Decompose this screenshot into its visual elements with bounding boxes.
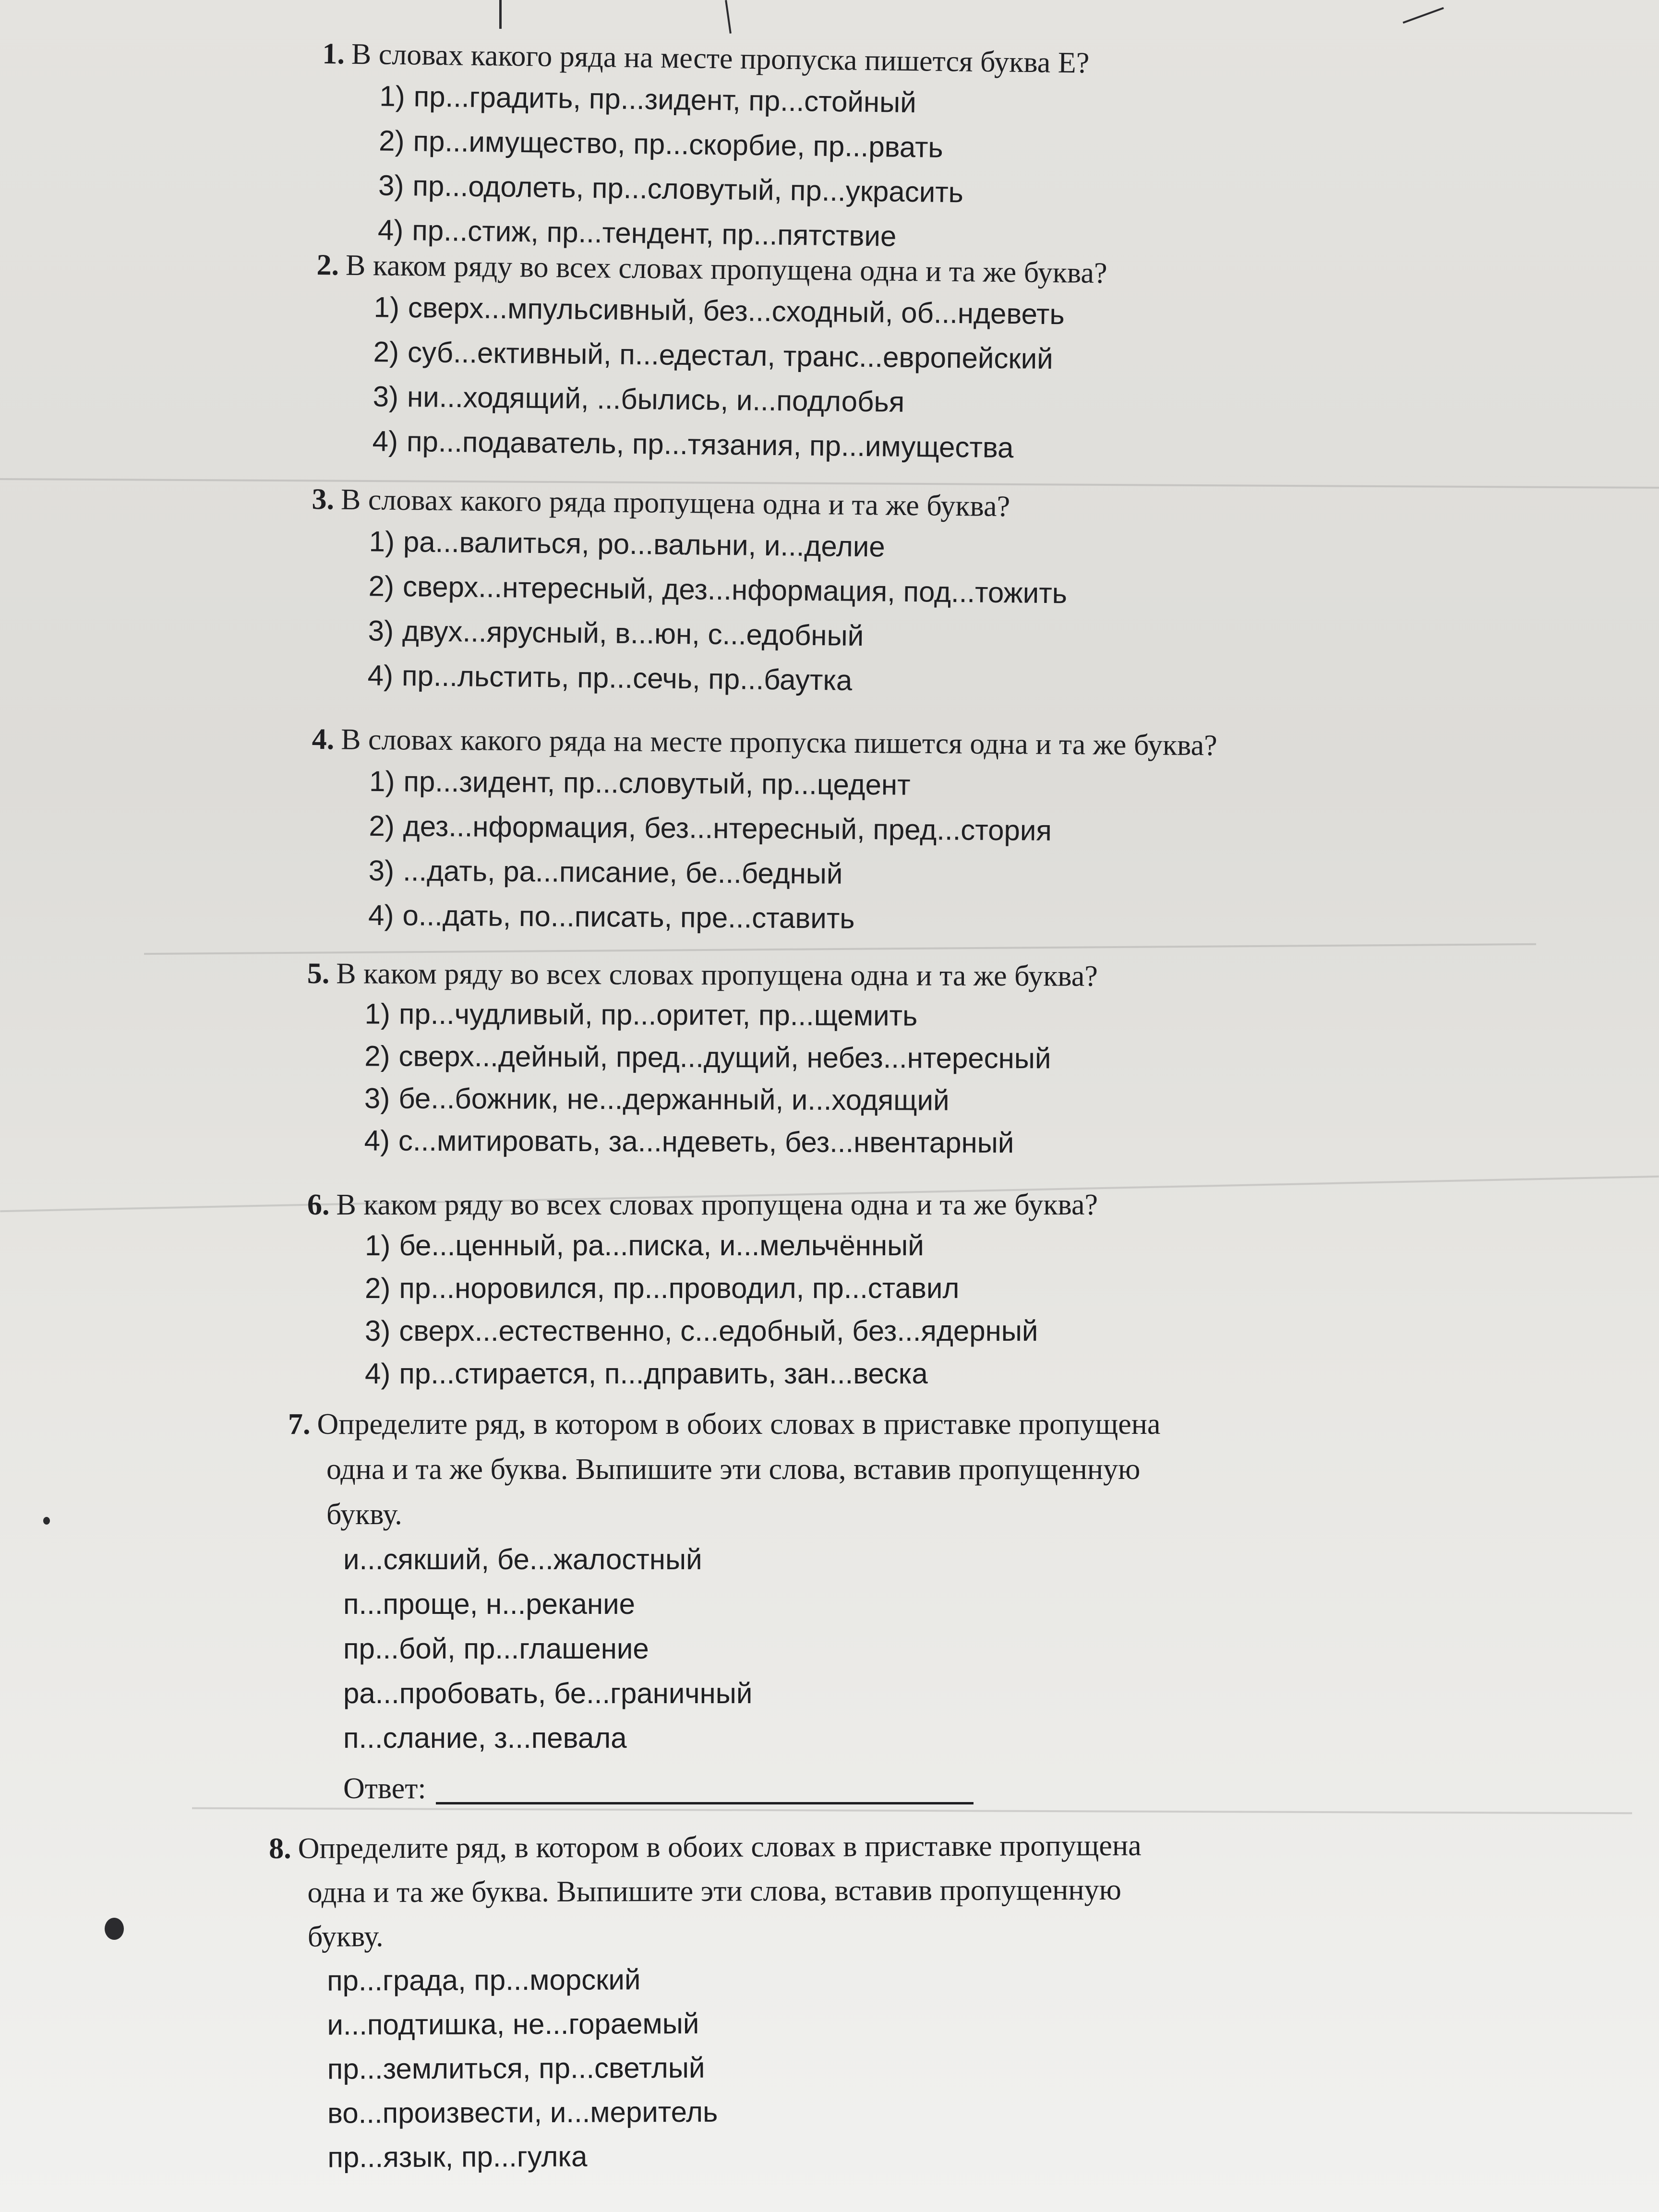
option: 1) пр...чудливый, пр...оритет, пр...щемить <box>364 998 918 1032</box>
pen-mark <box>725 0 732 34</box>
option: 3) пр...одолеть, пр...словутый, пр...украсить <box>378 169 964 209</box>
task-2 <box>314 246 1107 471</box>
option: 4) пр...льстить, пр...сечь, пр...баутка <box>367 659 853 697</box>
option: 4) с...митировать, за...ндеветь, без...нвентарный <box>364 1124 1014 1159</box>
option: 1) сверх...мпульсивный, без...сходный, об...ндеветь <box>373 291 1065 331</box>
option: 2) дез...нформация, без...нтересный, пред...стория <box>369 809 1052 847</box>
question-text: 2. В каком ряду во всех словах пропущена одна и та же буква? <box>316 248 1107 290</box>
question-text: букву. <box>307 1920 384 1953</box>
word-pair: пр...землиться, пр...светлый <box>327 2051 705 2085</box>
question-text: 5. В каком ряду во всех словах пропущена одна и та же буква? <box>307 957 1098 993</box>
pen-mark <box>499 0 502 29</box>
question-text: 4. В словах какого ряда на месте пропуска пишется одна и та же буква? <box>312 722 1217 762</box>
question-text: 7. Определите ряд, в котором в обоих словах в приставке пропущена <box>288 1408 1161 1441</box>
option: 2) пр...норовился, пр...проводил, пр...ставил <box>365 1272 960 1304</box>
word-pair: и...подтишка, не...горaемый <box>327 2007 699 2041</box>
word-pair: пр...града, пр...морский <box>327 1963 641 1997</box>
task-7 <box>288 1402 1160 1811</box>
task-5 <box>306 954 1097 1165</box>
option: 4) пр...подаватель, пр...тязания, пр...имущества <box>372 425 1014 464</box>
option: 1) ра...валиться, ро...вальни, и...делие <box>369 525 886 563</box>
option: 3) ни...ходящий, ...былись, и...подлобья <box>373 380 905 418</box>
answer-row <box>343 1766 1160 1811</box>
pen-mark <box>1403 7 1444 24</box>
task-1 <box>320 35 1089 261</box>
word-pair: п...проще, н...рекание <box>343 1588 635 1620</box>
option: 4) пр...стиж, пр...тендент, пр...пятствие <box>377 214 897 252</box>
task-3 <box>310 480 1068 705</box>
answer-label: Ответ: <box>343 1772 426 1805</box>
option: 1) бе...ценный, ра...писка, и...мельчённый <box>365 1229 924 1262</box>
option: 3) бе...божник, не...держанный, и...ходящий <box>364 1082 950 1117</box>
question-text: 3. В словах какого ряда пропущена одна и та же буква? <box>312 482 1010 523</box>
answer-field[interactable] <box>436 1801 974 1804</box>
word-pair: п...слание, з...певала <box>343 1722 627 1754</box>
ink-blot <box>105 1918 124 1940</box>
option: 4) пр...стирается, п...дправить, зан...веска <box>365 1358 928 1390</box>
word-pair: пр...язык, пр...гулка <box>327 2140 588 2174</box>
option: 4) о...дать, по...писать, пре...ставить <box>368 899 855 935</box>
question-text: 6. В каком ряду во всех словах пропущена одна и та же буква? <box>307 1189 1098 1221</box>
option: 3) двух...ярусный, в...юн, с...едобный <box>368 614 864 652</box>
option: 3) сверх...естественно, с...едобный, без...ядерный <box>365 1315 1038 1347</box>
task-8 <box>269 1824 1142 2180</box>
question-text: 1. В словах какого ряда на месте пропуска пишется буква Е? <box>322 37 1090 80</box>
question-text: одна и та же буква. Выпишите эти слова, вставив пропущенную <box>307 1873 1121 1909</box>
option: 3) ...дать, ра...писание, бе...бедный <box>368 854 843 890</box>
question-text: букву. <box>326 1498 402 1531</box>
word-pair: пр...бой, пр...глашение <box>343 1633 649 1665</box>
question-text: одна и та же буква. Выпишите эти слова, вставив пропущенную <box>326 1453 1141 1486</box>
word-pair: и...сякший, бе...жалостный <box>343 1543 702 1575</box>
ink-dot <box>43 1517 50 1525</box>
task-6 <box>307 1186 1098 1395</box>
option: 2) сверх...дейный, пред...дущий, небез...нтересный <box>364 1040 1051 1075</box>
page-crease <box>144 943 1536 955</box>
option: 1) пр...зидент, пр...словутый, пр...цедент <box>369 765 911 801</box>
option: 2) сверх...нтересный, дез...нформация, под...тожить <box>368 570 1068 610</box>
word-pair: ра...пробовать, бе...граничный <box>343 1677 753 1709</box>
word-pair: во...произвести, и...меритель <box>327 2095 718 2129</box>
option: 1) пр...градить, пр...зидент, пр...стойный <box>379 80 917 119</box>
option: 2) пр...имущество, пр...скорбие, пр...рвать <box>378 124 944 164</box>
question-text: 8. Определите ряд, в котором в обоих словах в приставке пропущена <box>269 1829 1142 1865</box>
task-4 <box>311 720 1217 943</box>
option: 2) суб...ективный, п...едестал, транс...европейский <box>373 336 1054 375</box>
